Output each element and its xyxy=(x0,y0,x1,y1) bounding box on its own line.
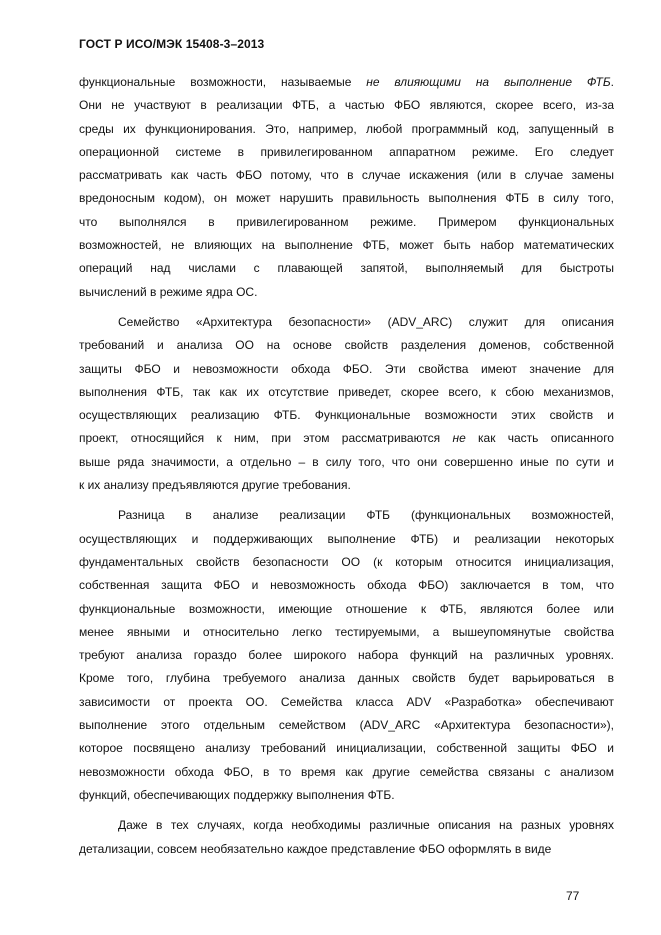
text-run: зависимости от проекта ОО. Семейства класса ADV «Разработка» обеспечивают xyxy=(79,694,614,709)
text-line xyxy=(79,451,614,474)
text-line xyxy=(79,714,614,737)
text-run: операций над числами с плавающей запятой, выполняемый для быстроты xyxy=(79,261,614,276)
text-line xyxy=(79,187,614,210)
text-line xyxy=(79,358,614,381)
text-run: требований и анализа ОО на основе свойств разделения доменов, собственной xyxy=(79,338,614,353)
text-run: Даже в тех случаях, когда необходимы различные описания на разных уровнях xyxy=(118,818,614,833)
text-run: осуществляющих и поддерживающих выполнение ФТБ) и реализации некоторых xyxy=(79,531,614,546)
text-run: собственная защита ФБО и невозможность обхода ФБО) заключается в том, что xyxy=(79,578,614,593)
text-line xyxy=(79,211,614,234)
text-line xyxy=(79,784,614,807)
text-line xyxy=(79,644,614,667)
text-line xyxy=(79,257,614,280)
text-run: защиты ФБО и невозможности обхода ФБО. Эти свойства имеют значение для xyxy=(79,361,614,376)
text-line xyxy=(79,691,614,714)
text-run: возможностей, не влияющих на выполнение ФТБ, может быть набор математических xyxy=(79,238,614,253)
text-line xyxy=(79,381,614,404)
text-line xyxy=(79,598,614,621)
text-line xyxy=(79,474,614,497)
text-run: Семейство «Архитектура безопасности» (ADV_ARC) служит для описания xyxy=(118,314,614,329)
text-run: фундаментальных свойств безопасности ОО (к которым относится инициализация, xyxy=(79,554,614,569)
text-run: функциональные возможности, называемые xyxy=(79,75,367,89)
text-run: Кроме того, глубина требуемого анализа данных свойств будет варьироваться в xyxy=(79,671,614,686)
text-run: Разница в анализе реализации ФТБ (функциональных возможностей, xyxy=(118,508,614,523)
text-run: проект, относящийся к ним, при этом рассматриваются xyxy=(79,431,453,446)
text-run: как часть описанного xyxy=(465,431,614,446)
text-run: к их анализу предъявляются другие требования. xyxy=(79,478,351,493)
emphasis-text: не влияющими на выполнение ФТБ xyxy=(366,75,611,89)
text-run: вычислений в режиме ядра ОС. xyxy=(79,284,258,299)
text-line xyxy=(79,427,614,450)
text-run: выполнения ФТБ, так как их отсутствие приведет, скорее всего, к сбою механизмов, xyxy=(79,384,614,399)
text-line xyxy=(79,281,614,304)
text-run: что выполнялся в привилегированном режиме. Примером функциональных xyxy=(79,214,614,229)
text-run: операционной системе в привилегированном аппаратном режиме. Его следует xyxy=(79,144,614,159)
text-run: рассматривать как часть ФБО потому, что в случае искажения (или в случае замены xyxy=(79,168,614,183)
text-line xyxy=(79,667,614,690)
paragraph xyxy=(79,504,614,807)
text-run: функций, обеспечивающих поддержку выполнения ФТБ. xyxy=(79,787,395,802)
text-line xyxy=(79,94,614,117)
text-run: менее явными и относительно легко тестируемыми, а вышеупомянутые свойства xyxy=(79,624,614,639)
text-run: невозможности обхода ФБО, в то время как другие семейства связаны с анализом xyxy=(79,764,614,779)
text-line xyxy=(79,404,614,427)
text-line xyxy=(79,761,614,784)
text-run: функциональные возможности, имеющие отношение к ФТБ, являются более или xyxy=(79,601,614,616)
text-run: осуществляющих реализацию ФТБ. Функциональные возможности этих свойств и xyxy=(79,408,614,423)
text-line xyxy=(79,621,614,644)
text-run: выполнение этого отдельным семейством (ADV_ARC «Архитектура безопасности»), xyxy=(79,718,614,733)
text-line xyxy=(79,737,614,760)
paragraph xyxy=(79,311,614,497)
text-line xyxy=(79,528,614,551)
page-header: ГОСТ Р ИСО/МЭК 15408-3–2013 xyxy=(79,37,265,51)
text-line xyxy=(79,574,614,597)
text-line xyxy=(79,118,614,141)
text-run: детализации, совсем необязательно каждое представление ФБО оформлять в виде xyxy=(79,841,552,856)
text-line xyxy=(79,504,614,527)
page-number: 77 xyxy=(566,889,580,903)
text-line xyxy=(79,334,614,357)
text-run: требуют анализа гораздо более широкого набора функций на различных уровнях. xyxy=(79,648,614,663)
document-body xyxy=(79,71,614,861)
text-run: которое посвящено анализу требований инициализации, собственной защиты ФБО и xyxy=(79,741,614,756)
text-line xyxy=(79,311,614,334)
text-run: Они не участвуют в реализации ФТБ, а частью ФБО являются, скорее всего, из-за xyxy=(79,98,614,113)
text-line xyxy=(79,234,614,257)
emphasis-text: не xyxy=(452,431,466,446)
text-run: выше ряда значимости, а отдельно – в силу того, что они совершенно иные по сути и xyxy=(79,454,614,469)
text-line xyxy=(79,814,614,837)
text-line xyxy=(79,164,614,187)
text-run: . xyxy=(610,75,614,89)
text-line xyxy=(79,838,614,861)
text-line xyxy=(79,551,614,574)
paragraph xyxy=(79,814,614,861)
text-run: среды их функционирования. Это, например, любой программный код, запущенный в xyxy=(79,121,614,136)
paragraph xyxy=(79,71,614,304)
text-line xyxy=(79,71,614,94)
text-line xyxy=(79,141,614,164)
text-run: вредоносным кодом), он может нарушить правильность выполнения ФТБ в силу того, xyxy=(79,191,614,206)
